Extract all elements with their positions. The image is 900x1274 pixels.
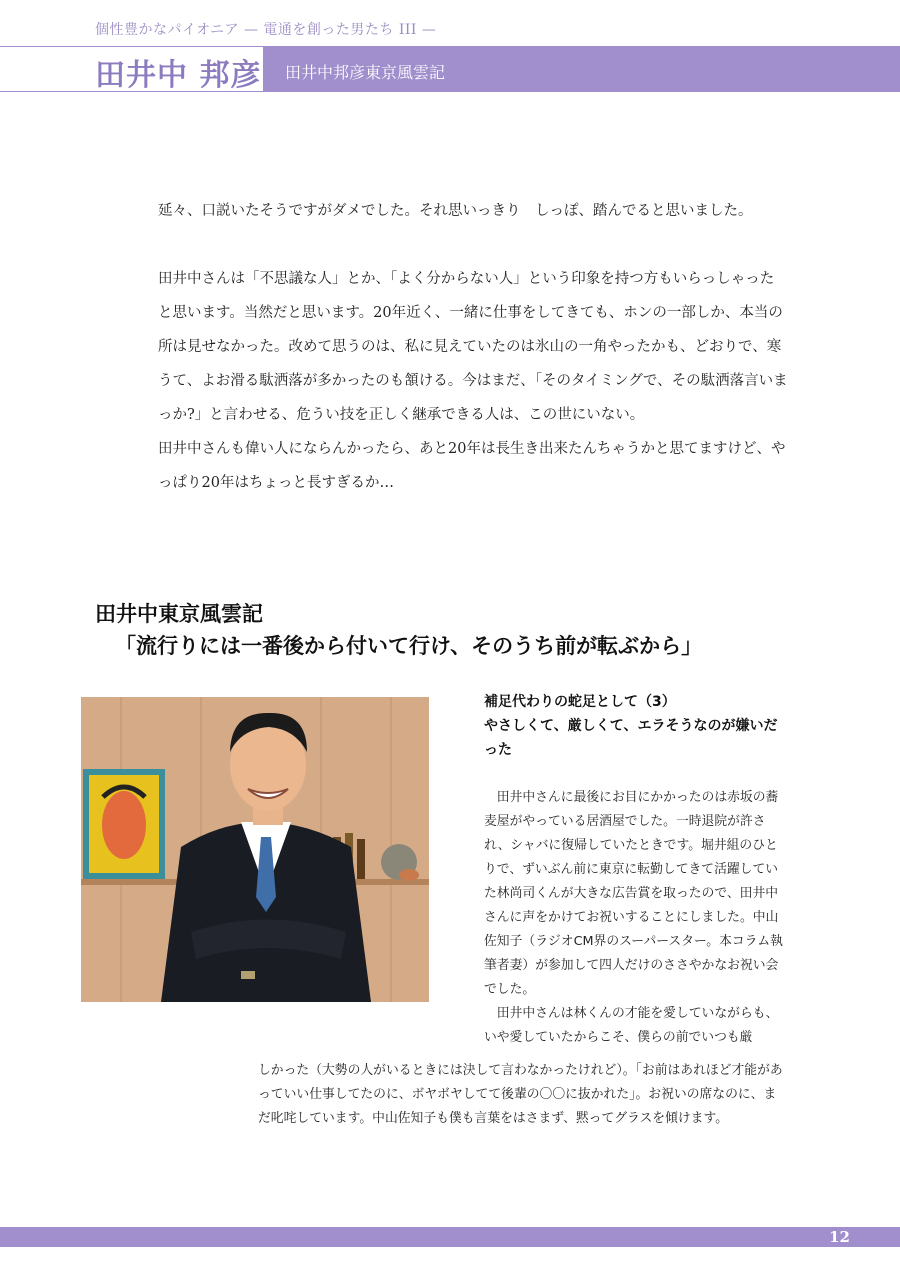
person-name: 田井中 邦彦	[95, 58, 262, 93]
column-paragraph-2-continued: しかった（大勢の人がいるときには決して言わなかったけれど）。「お前はあれほど才能があっていい仕事してたのに、ボヤボヤしてて後輩の〇〇に抜かれた」。お祝いの席なのに、まだ叱咤しています。中山佐知子も僕も言葉をはさまず、黙ってグラスを傾けます。	[258, 1063, 783, 1126]
column-heading	[484, 690, 786, 762]
section-title-line2: 「流行りには一番後から付いて行け、そのうち前が転ぶから」	[115, 633, 703, 658]
page-number: 12	[829, 1228, 850, 1246]
body-paragraph-2: 田井中さんは「不思議な人」とか、「よく分からない人」という印象を持つ方もいらっしゃったと思います。当然だと思います。20年近く、一緒に仕事をしてきても、ホンの一部しか、本当の所は見せなかった。改めて思うのは、私に見えていたのは氷山の一角やったかも、どおりで、寒うて、よお滑る駄洒落が多かったのも頷ける。今はまだ、「そのタイミングで、その駄洒落言いまっか?」と言わせる、危うい技を正しく継承できる人は、この世にいない。	[158, 271, 788, 423]
header-subtitle: 田井中邦彦東京風雲記	[285, 63, 446, 82]
column-paragraph-1: 田井中さんに最後にお目にかかったのは赤坂の蕎麦屋がやっている居酒屋でした。一時退院が許され、シャバに復帰していたときです。堀井組のひとりで、ずいぶん前に東京に転勤してきて活躍していた林尚司くんが大きな広告賞を取ったので、田井中さんに声をかけてお祝いすることにしました。中山佐知子（ラジオCM界のスーパースター。本コラム執筆者妻）が参加して四人だけのささやかなお祝い会でした。	[484, 790, 783, 997]
section-title-line1: 田井中東京風雲記	[95, 601, 263, 626]
column-heading-line1: 補足代わりの蛇足として（3）	[484, 694, 676, 710]
body-paragraphs	[158, 262, 788, 500]
body-paragraph-1: 延々、口説いたそうですがダメでした。それ思いっきり しっぽ、踏んでると思いました。	[158, 203, 753, 219]
section-title	[95, 598, 702, 662]
column-heading-line2: やさしくて、厳しくて、エラそうなのが嫌いだった	[484, 718, 778, 758]
portrait-illustration	[81, 697, 429, 1002]
footer-band	[0, 1227, 900, 1247]
series-title: 個性豊かなパイオニア — 電通を創った男たち III —	[95, 22, 437, 38]
body-paragraph-3: 田井中さんも偉い人にならんかったら、あと20年は長生き出来たんちゃうかと思てますけど、やっぱり20年はちょっと長すぎるか…	[158, 441, 786, 491]
column-sidebar	[484, 690, 786, 1050]
column-paragraph-2: 田井中さんは林くんの才能を愛していながらも、いや愛していたからこそ、僕らの前でいつも厳	[484, 1006, 779, 1045]
portrait-photo	[81, 697, 429, 1002]
